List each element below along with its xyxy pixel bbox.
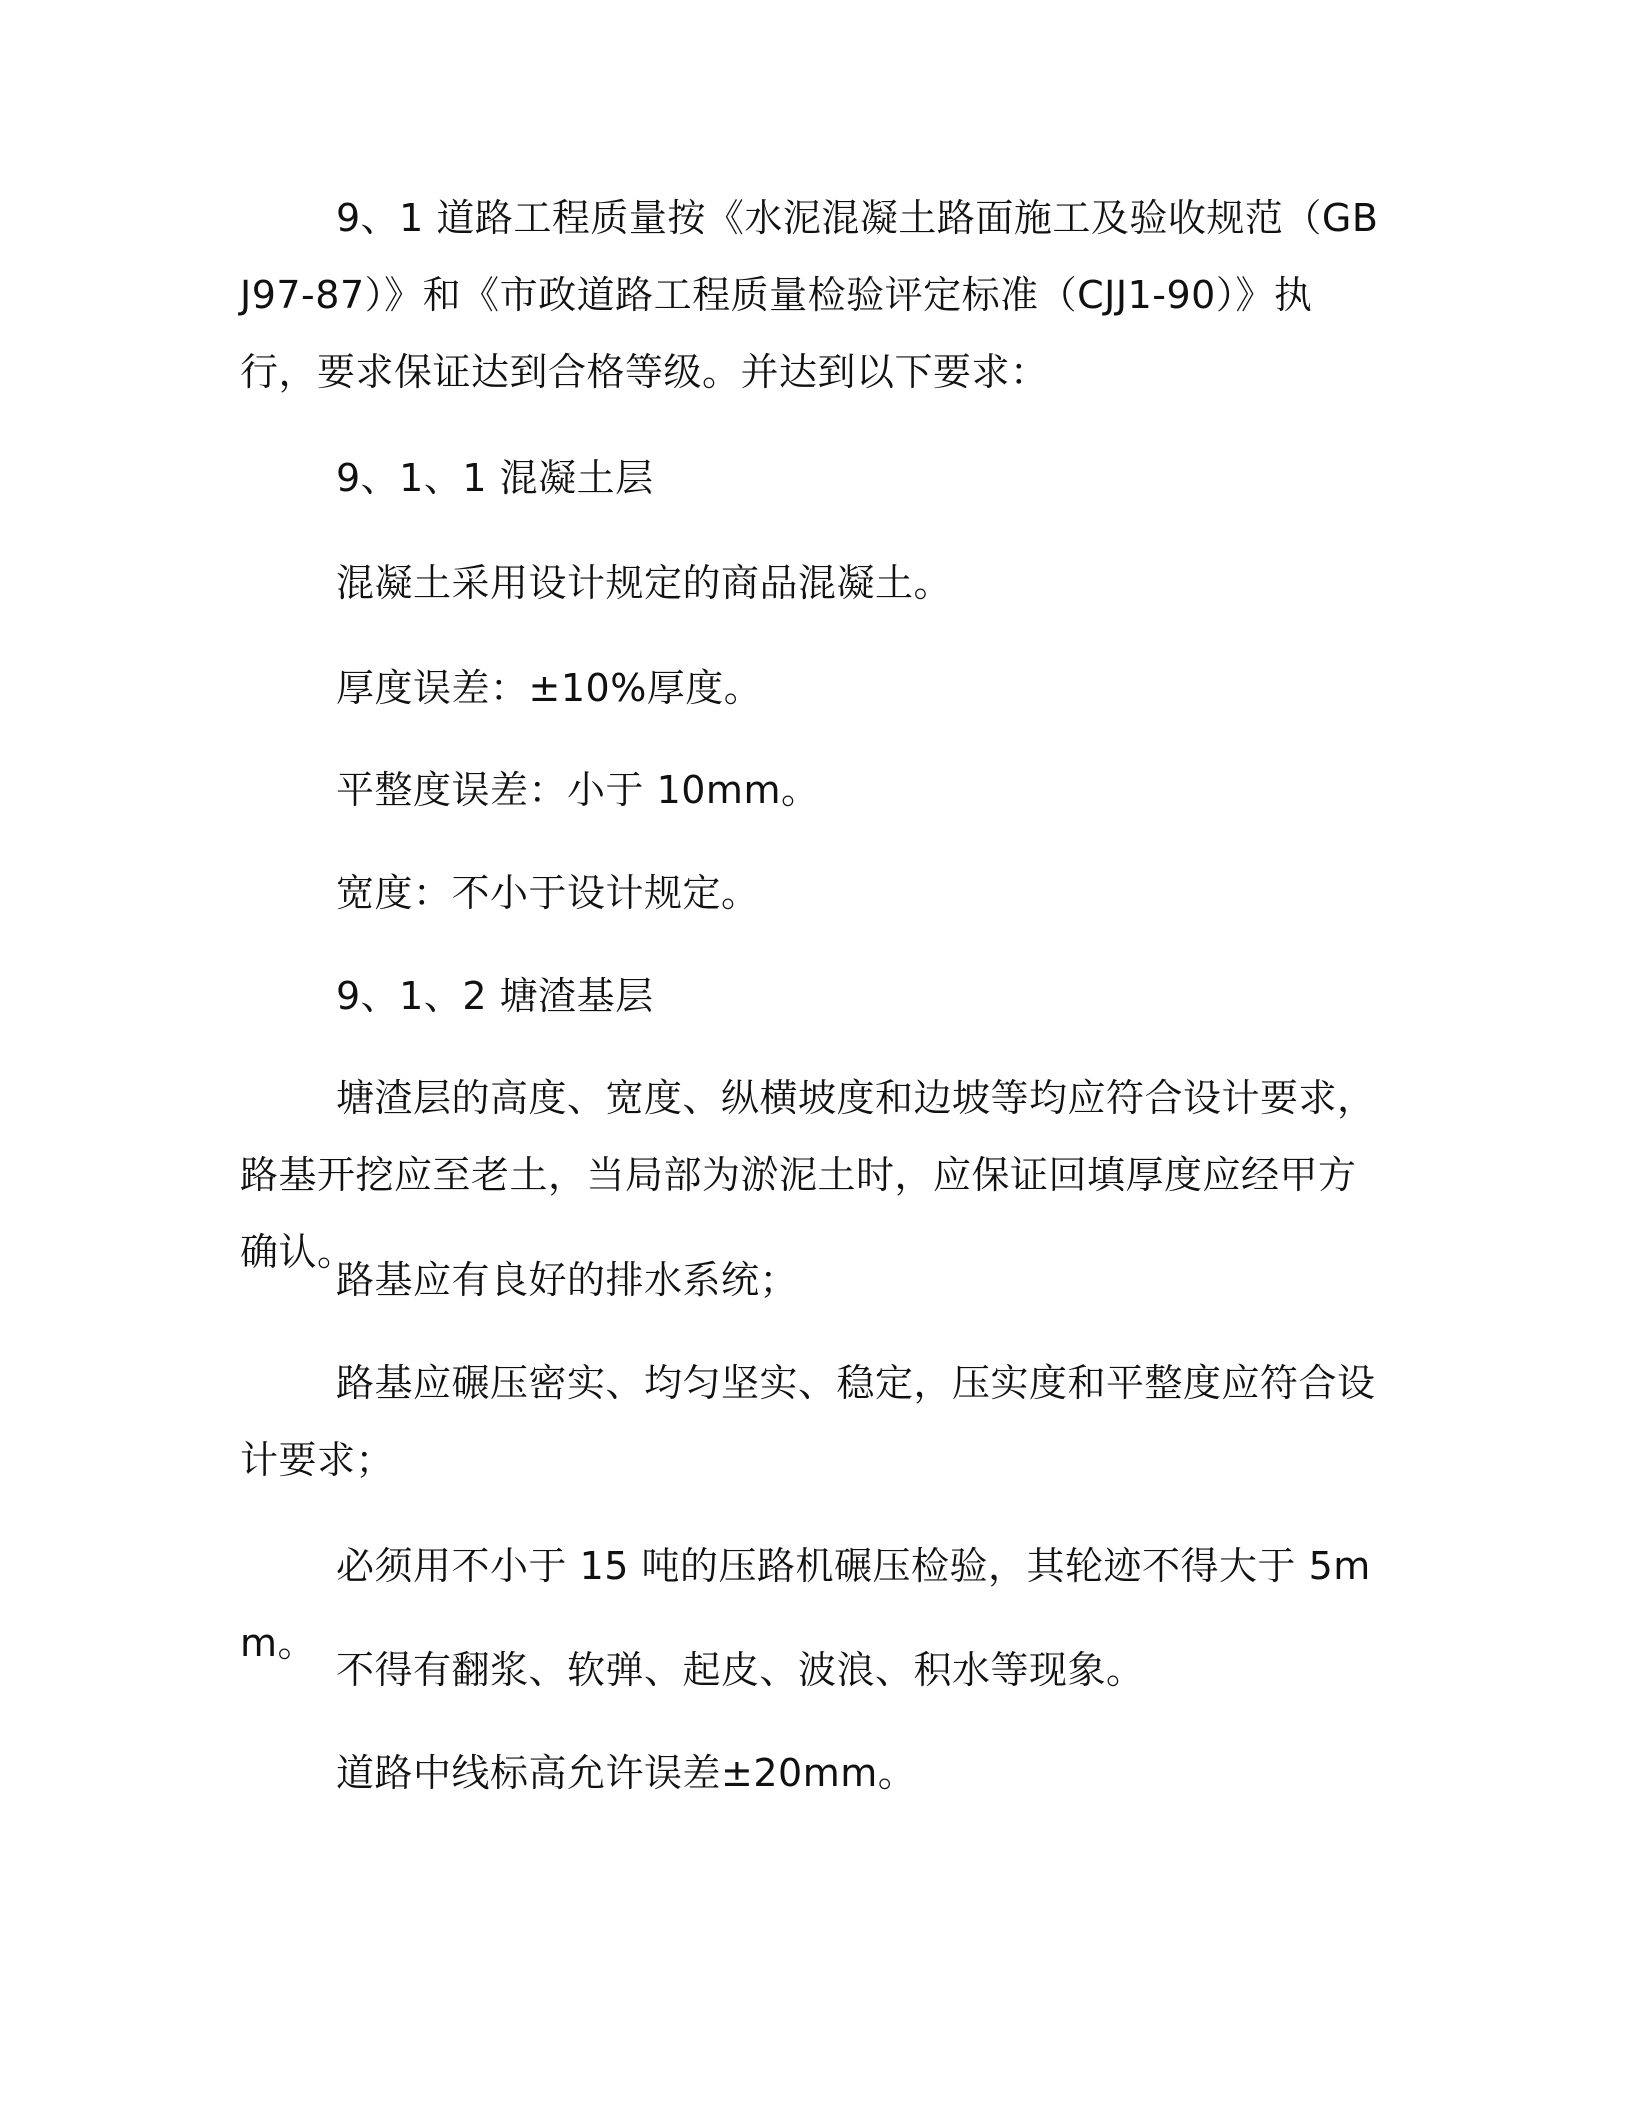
paragraph-compaction: 路基应碾压密实、均匀坚实、稳定，压实度和平整度应符合设计要求； <box>240 1361 1376 1482</box>
paragraph-drainage: 路基应有良好的排水系统； <box>336 1258 799 1302</box>
heading-concrete-layer: 9、1、1 混凝土层 <box>336 456 654 500</box>
paragraph-no-defects: 不得有翻浆、软弹、起皮、波浪、积水等现象。 <box>336 1648 1145 1692</box>
paragraph-thickness-error: 厚度误差：±10%厚度。 <box>336 666 763 710</box>
paragraph-quality-standard: 9、1 道路工程质量按《水泥混凝土路面施工及验收规范（GBJ97-87）》和《市政道路工程质量检验评定标准（CJJ1-90）》执行，要求保证达到合格等级。并达到以下要求： <box>240 196 1379 394</box>
paragraph-flatness-error: 平整度误差：小于 10mm。 <box>336 768 820 812</box>
paragraph-concrete-material: 混凝土采用设计规定的商品混凝土。 <box>336 561 953 605</box>
paragraph-width: 宽度：不小于设计规定。 <box>336 871 760 915</box>
paragraph-centerline-elevation: 道路中线标高允许误差±20mm。 <box>336 1751 917 1795</box>
heading-base-layer: 9、1、2 塘渣基层 <box>336 974 654 1018</box>
paragraph-base-layer-requirements: 塘渣层的高度、宽度、纵横坡度和边坡等均应符合设计要求，路基开挖应至老土，当局部为淤泥土时，应保证回填厚度应经甲方确认。 <box>240 1076 1376 1274</box>
paragraph-roller-test: 必须用不小于 15 吨的压路机碾压检验，其轮迹不得大于 5mm。 <box>240 1544 1371 1665</box>
